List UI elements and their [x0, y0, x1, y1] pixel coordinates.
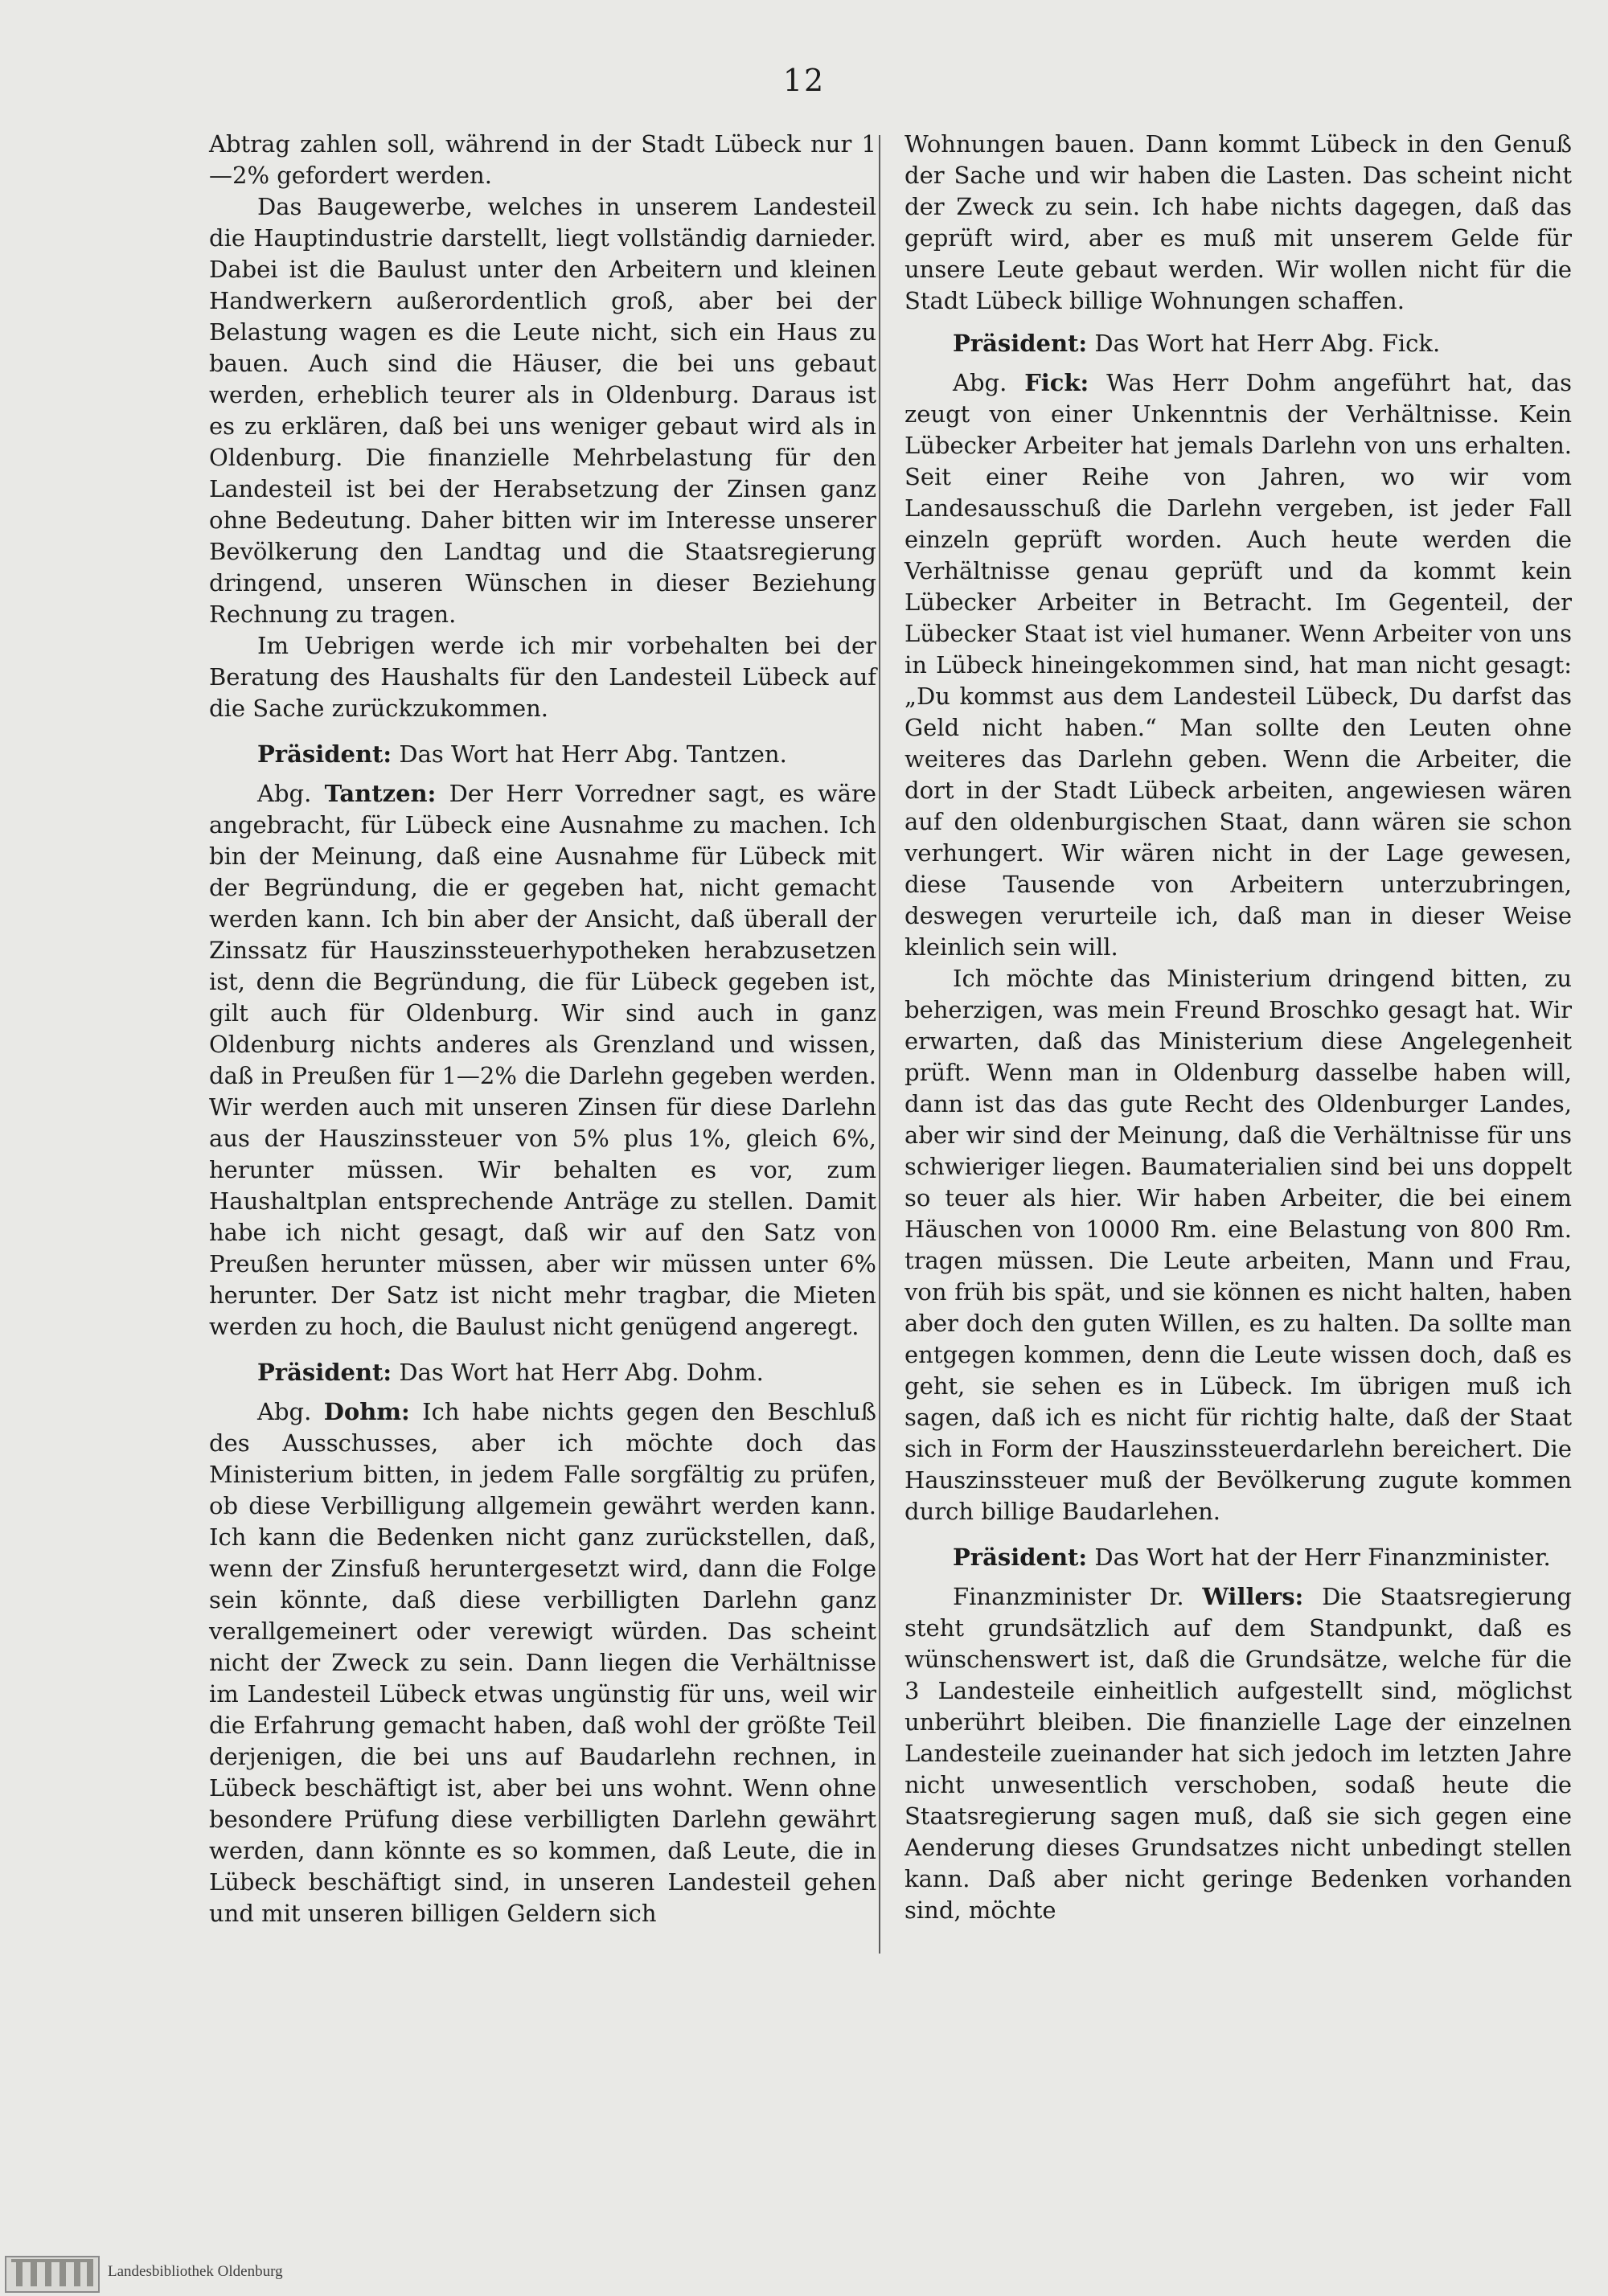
speech-dohm: [209, 1396, 876, 1929]
speech-president-3: [904, 328, 1572, 359]
speech-text: Das Wort hat Herr Abg. Dohm.: [399, 1359, 764, 1386]
speaker-prefix: Finanzminister Dr.: [953, 1583, 1184, 1610]
speaker-name: Fick:: [1024, 369, 1089, 396]
speech-tantzen: [209, 778, 876, 1343]
speaker-prefix: Abg.: [257, 1398, 312, 1425]
speech-text: Ich habe nichts gegen den Beschluß des Ausschusses, aber ich möchte doch das Ministerium bitten, in jedem Falle sorgfältig zu prüfen, ob diese Verbilligung allgemein gewährt werden kann. Ich kann die Bedenken nicht ganz zurückstellen, daß, wenn der Zinsfuß heruntergesetzt wird, dann die Folge sein könnte, daß diese verbilligten Darlehn ganz verallgemeinert oder verewigt würden. Das scheint nicht der Zweck zu sein. Dann liegen die Verhältnisse im Landesteil Lübeck etwas ungünstig für uns, weil wir die Erfahrung gemacht haben, daß wohl der größte Teil derjenigen, die bei uns auf Baudarlehn rechnen, in Lübeck beschäftigt ist, aber bei uns wohnt. Wenn ohne besondere Prüfung diese verbilligten Darlehn gewährt werden, dann könnte es so kommen, daß Leute, die in Lübeck beschäftigt sind, in unseren Landesteil gehen und mit unseren billigen Geldern sich: [209, 1398, 877, 1927]
speaker-name: Präsident:: [953, 330, 1088, 357]
paragraph: Im Uebrigen werde ich mir vorbehalten bei der Beratung des Haushalts für den Landesteil Lübeck auf die Sache zurückzukommen.: [209, 632, 876, 722]
library-building-icon: [5, 2256, 100, 2293]
speech-fick: [904, 367, 1572, 963]
left-column: [209, 129, 876, 1929]
paragraph: Wohnungen bauen. Dann kommt Lübeck in den Genuß der Sache und wir haben die Lasten. Das scheint nicht der Zweck zu sein. Ich habe nichts dagegen, daß das geprüft wird, aber es muß mit unserem Gelde für unsere Leute gebaut werden. Wir wollen nicht für die Stadt Lübeck billige Wohnungen schaffen.: [904, 130, 1572, 314]
speaker-name: Dohm:: [323, 1398, 410, 1425]
speech-text: Die Staatsregierung steht grundsätzlich auf dem Standpunkt, daß es wünschenswert ist, daß die Grundsätze, welche für die 3 Landesteile einheitlich aufgestellt sind, möglichst unberührt bleiben. Die finanzielle Lage der einzelnen Landesteile zueinander hat sich jedoch im letzten Jahre nicht unwesentlich verschoben, sodaß heute die Staatsregierung sagen muß, daß sie sich gegen eine Aenderung dieses Grundsatzes nicht unbedingt stellen kann. Daß aber nicht geringe Bedenken vorhanden sind, möchte: [904, 1583, 1572, 1924]
speaker-name: Präsident:: [257, 740, 392, 768]
paragraph: Das Baugewerbe, welches in unserem Landesteil die Hauptindustrie darstellt, liegt vollständig darnieder. Dabei ist die Baulust unter den Arbeitern und kleinen Handwerkern außerordentlich groß, aber bei der Belastung wagen es die Leute nicht, sich ein Haus zu bauen. Auch sind die Häuser, die bei uns gebaut werden, erheblich teurer als in Oldenburg. Daraus ist es zu erklären, daß bei uns weniger gebaut wird als in Oldenburg. Die finanzielle Mehrbelastung für den Landesteil ist bei der Herabsetzung der Zinsen ganz ohne Bedeutung. Daher bitten wir im Interesse unserer Bevölkerung den Landtag und die Staatsregierung dringend, unseren Wünschen in dieser Beziehung Rechnung zu tragen.: [209, 193, 876, 628]
speaker-name: Präsident:: [257, 1359, 392, 1386]
speaker-name: Präsident:: [953, 1544, 1088, 1571]
column-divider: [879, 135, 880, 1954]
speech-text: Das Wort hat der Herr Finanzminister.: [1094, 1544, 1551, 1571]
page-number: 12: [782, 63, 826, 98]
speech-text: Was Herr Dohm angeführt hat, das zeugt von einer Unkenntnis der Verhältnisse. Kein Lübecker Arbeiter hat jemals Darlehn von uns erhalten. Seit einer Reihe von Jahren, wo wir vom Landesausschuß die Darlehn vergeben, ist jeder Fall einzeln geprüft worden. Auch heute werden die Verhältnisse genau geprüft und da kommt kein Lübecker Arbeiter in Betracht. Im Gegenteil, der Lübecker Staat ist viel humaner. Wenn Arbeiter von uns in Lübeck hineingekommen sind, hat man nicht gesagt: „Du kommst aus dem Landesteil Lübeck, Du darfst das Geld nicht haben.“ Man sollte den Leuten ohne weiteres das Darlehn geben. Wenn die Arbeiter, die dort in der Stadt Lübeck arbeiten, angewiesen wären auf den oldenburgischen Staat, dann wären sie schon verhungert. Wir wären nicht in der Lage gewesen, diese Tausende von Arbeitern unterzubringen, deswegen verurteile ich, daß man in dieser Weise kleinlich sein will.: [904, 369, 1572, 961]
speech-text: Der Herr Vorredner sagt, es wäre angebracht, für Lübeck eine Ausnahme zu machen. Ich bin der Meinung, daß eine Ausnahme für Lübeck mit der Begründung, die er gegeben hat, nicht gemacht werden kann. Ich bin aber der Ansicht, daß überall der Zinssatz für Hauszinssteuerhypotheken herabzusetzen ist, denn die Begründung, die für Lübeck gegeben ist, gilt auch für Oldenburg. Wir sind auch in ganz Oldenburg nichts anderes als Grenzland und wissen, daß in Preußen für 1—2% die Darlehn gegeben werden. Wir werden auch mit unseren Zinsen für diese Darlehn aus der Hauszinssteuer von 5% plus 1%, gleich 6%, herunter müssen. Wir behalten es vor, zum Haushaltplan entsprechende Anträge zu stellen. Damit habe ich nicht gesagt, daß wir auf den Satz von Preußen herunter müssen, aber wir müssen unter 6% herunter. Der Satz ist nicht mehr tragbar, die Mieten werden zu hoch, die Baulust nicht genügend angeregt.: [209, 780, 877, 1340]
speaker-name: Willers:: [1202, 1583, 1304, 1610]
right-column: [904, 129, 1572, 1926]
paragraph: Ich möchte das Ministerium dringend bitten, zu beherzigen, was mein Freund Broschko gesagt hat. Wir erwarten, daß das Ministerium diese Angelegenheit prüft. Wenn man in Oldenburg dasselbe haben will, dann ist das das gute Recht des Oldenburger Landes, aber wir sind der Meinung, daß die Verhältnisse für uns schwieriger liegen. Baumaterialien sind bei uns doppelt so teuer als hier. Wir haben Arbeiter, die bei einem Häuschen von 10000 Rm. eine Belastung von 800 Rm. tragen müssen. Die Leute arbeiten, Mann und Frau, von früh bis spät, und sie können es nicht halten, haben aber doch den guten Willen, es zu halten. Da sollte man entgegen kommen, denn die Leute wissen doch, daß es geht, sie sehen es in Lübeck. Im übrigen muß ich sagen, daß ich es nicht für richtig halte, daß der Staat sich in Form der Hauszinssteuerdarlehn bereichert. Die Hauszinssteuer muß der Bevölkerung zugute kommen durch billige Baudarlehen.: [904, 965, 1572, 1525]
speech-text: Das Wort hat Herr Abg. Tantzen.: [399, 740, 787, 768]
speaker-name: Tantzen:: [324, 780, 437, 807]
speech-text: Das Wort hat Herr Abg. Fick.: [1094, 330, 1441, 357]
paragraph: Abtrag zahlen soll, während in der Stadt Lübeck nur 1—2% gefordert werden.: [209, 130, 876, 189]
speech-president-4: [904, 1542, 1572, 1573]
speech-president-1: [209, 739, 876, 770]
speaker-prefix: Abg.: [257, 780, 312, 807]
speaker-prefix: Abg.: [953, 369, 1007, 396]
library-credit: Landesbibliothek Oldenburg: [108, 2263, 283, 2280]
speech-willers: [904, 1581, 1572, 1926]
speech-president-2: [209, 1357, 876, 1388]
